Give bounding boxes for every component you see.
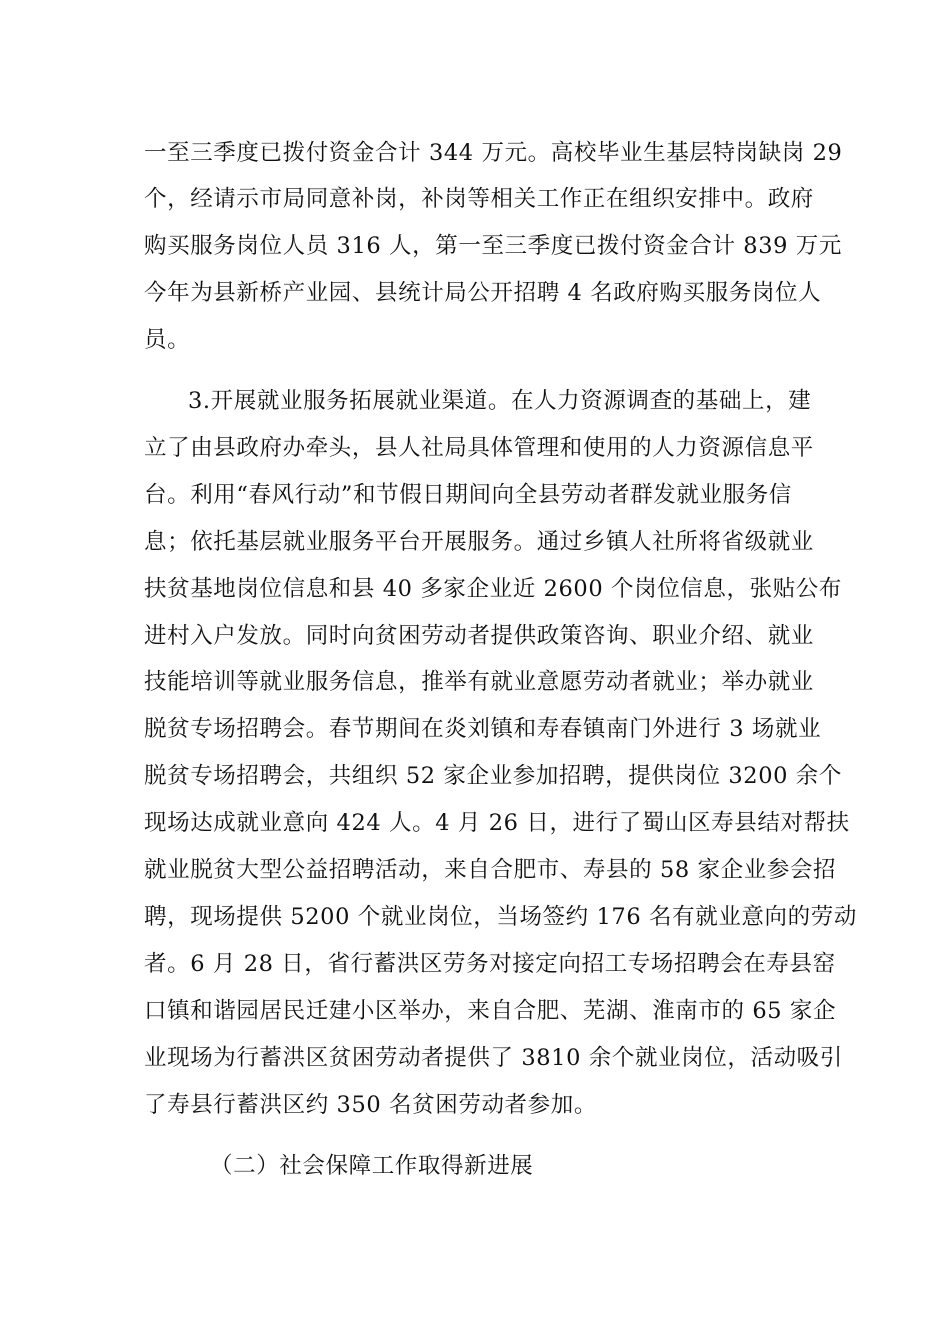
text-line-12: 技能培训等就业服务信息，推举有就业意愿劳动者就业；举办就业 (144, 669, 814, 695)
text-line-7: 立了由县政府办牵头，县人社局具体管理和使用的人力资源信息平 (144, 435, 814, 461)
text-line-3: 购买服务岗位人员 316 人，第一至三季度已拨付资金合计 839 万元 (144, 233, 843, 259)
text-line-18: 者。6 月 28 日，省行蓄洪区劳务对接定向招工专场招聘会在寿县窑 (144, 951, 836, 977)
text-line-4: 今年为县新桥产业园、县统计局公开招聘 4 名政府购买服务岗位人 (144, 280, 822, 306)
text-line-11: 进村入户发放。同时向贫困劳动者提供政策咨询、职业介绍、就业 (144, 623, 814, 649)
text-line-1: 一至三季度已拨付资金合计 344 万元。高校毕业生基层特岗缺岗 29 (144, 140, 843, 166)
text-line-17: 聘，现场提供 5200 个就业岗位，当场签约 176 名有就业意向的劳动 (144, 904, 857, 930)
text-line-2: 个，经请示市局同意补岗，补岗等相关工作正在组织安排中。政府 (144, 186, 814, 212)
text-line-20: 业现场为行蓄洪区贫困劳动者提供了 3810 余个就业岗位，活动吸引 (144, 1045, 843, 1071)
section-heading: （二）社会保障工作取得新进展 (210, 1153, 534, 1179)
text-line-13: 脱贫专场招聘会。春节期间在炎刘镇和寿春镇南门外进行 3 场就业 (144, 716, 822, 742)
text-line-9: 息；依托基层就业服务平台开展服务。通过乡镇人社所将省级就业 (144, 529, 814, 555)
text-line-14: 脱贫专场招聘会，共组织 52 家企业参加招聘，提供岗位 3200 余个 (144, 763, 843, 789)
text-line-5: 员。 (144, 327, 191, 353)
text-line-15: 现场达成就业意向 424 人。4 月 26 日，进行了蜀山区寿县结对帮扶 (144, 810, 850, 836)
text-line-21: 了寿县行蓄洪区约 350 名贫困劳动者参加。 (144, 1092, 597, 1118)
paragraph-3-first-line: 3.开展就业服务拓展就业渠道。在人力资源调查的基础上，建 (188, 388, 812, 414)
text-line-10: 扶贫基地岗位信息和县 40 多家企业近 2600 个岗位信息，张贴公布 (144, 576, 843, 602)
text-line-16: 就业脱贫大型公益招聘活动，来自合肥市、寿县的 58 家企业参会招 (144, 857, 837, 883)
text-line-8: 台。利用“春风行动”和节假日期间向全县劳动者群发就业服务信 (144, 482, 792, 508)
text-line-19: 口镇和谐园居民迁建小区举办，来自合肥、芜湖、淮南市的 65 家企 (144, 998, 837, 1024)
